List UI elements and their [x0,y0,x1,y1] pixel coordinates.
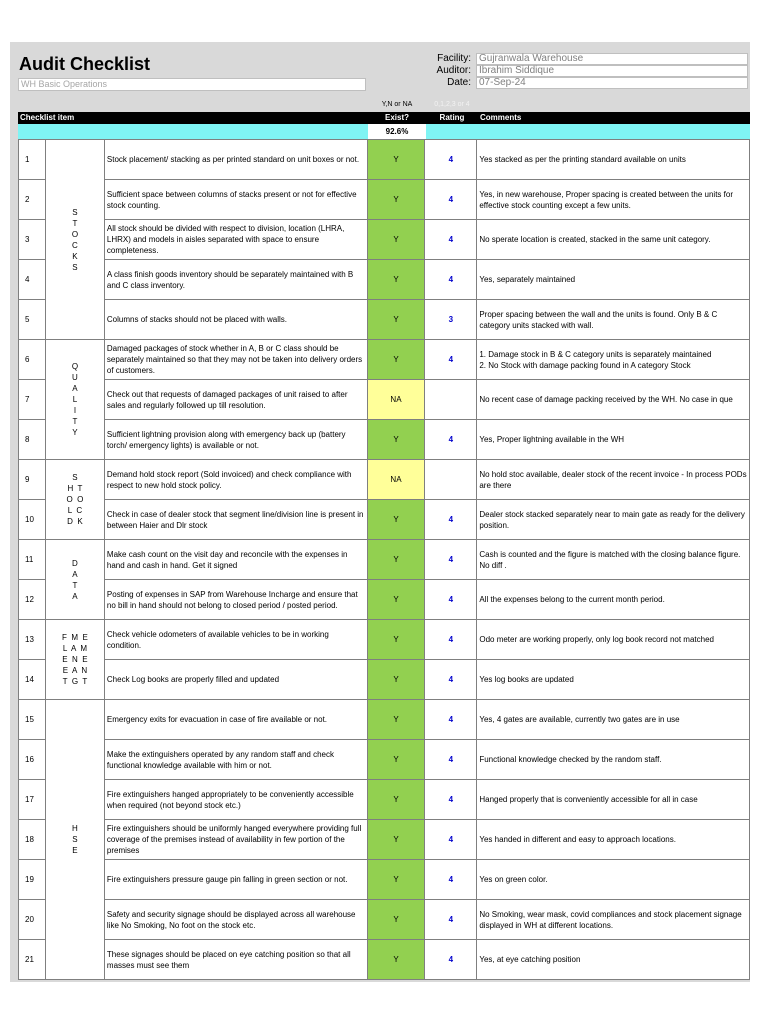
row-number: 16 [19,740,46,780]
category-label: S H T O O L C D K [66,473,84,526]
row-number: 11 [19,540,46,580]
date-field[interactable]: 07-Sep-24 [476,77,748,89]
comment-cell[interactable]: Functional knowledge checked by the random staff. [477,740,750,780]
table-row [19,380,750,420]
table-row [19,260,750,300]
comment-cell[interactable]: No Smoking, wear mask, covid compliances and stock placement signage displayed in WH at different locations. [477,900,750,940]
comment-cell[interactable]: Yes log books are updated [477,660,750,700]
comment-cell[interactable]: Proper spacing between the wall and the units is found. Only B & C category units stacked with wall. [477,300,750,340]
table-row [19,420,750,460]
table-row [19,460,750,500]
row-number: 7 [19,380,46,420]
column-header-rating: Rating [439,113,465,122]
rating-cell[interactable] [425,460,477,500]
checklist-table [18,139,750,980]
table-row [19,780,750,820]
score-row [18,124,750,139]
row-number: 19 [19,860,46,900]
comment-cell[interactable]: No recent case of damage packing received by the WH. No case in que [477,380,750,420]
table-row [19,300,750,340]
table-row [19,580,750,620]
row-number: 17 [19,780,46,820]
exist-cell[interactable]: NA [367,460,425,500]
table-row [19,140,750,180]
checklist-item: Sufficient lightning provision along with emergency back up (battery torch/ emergency lights) is available or not. [104,420,367,460]
comment-cell[interactable]: All the expenses belong to the current month period. [477,580,750,620]
checklist-item: Safety and security signage should be displayed across all warehouse like No Smoking, No foot on the stock etc. [104,900,367,940]
exist-cell[interactable]: Y [367,940,425,980]
rating-cell[interactable]: 4 [425,220,477,260]
exist-cell[interactable]: Y [367,900,425,940]
checklist-item: Emergency exits for evacuation in case of fire available or not. [104,700,367,740]
checklist-item: Fire extinguishers pressure gauge pin falling in green section or not. [104,860,367,900]
checklist-item: Damaged packages of stock whether in A, B or C class should be separately maintained so that they may not be taken into delivery orders of customers. [104,340,367,380]
table-row [19,660,750,700]
rating-cell[interactable]: 4 [425,620,477,660]
checklist-item: Columns of stacks should not be placed with walls. [104,300,367,340]
category-quality [45,340,104,460]
checklist-item: Fire extinguishers hanged appropriately to be conveniently accessible when required (not beyond stock etc.) [104,780,367,820]
checklist-item: Check in case of dealer stock that segment line/division line is present in between Haier and Dlr stock [104,500,367,540]
category-label: D A T A [72,558,78,601]
rating-cell[interactable]: 4 [425,660,477,700]
exist-cell[interactable]: Y [367,620,425,660]
exist-cell[interactable]: Y [367,140,425,180]
row-number: 5 [19,300,46,340]
row-number: 13 [19,620,46,660]
row-number: 3 [19,220,46,260]
audit-sheet [10,42,750,982]
exist-hint: Y,N or NA [381,101,413,108]
exist-cell[interactable]: Y [367,580,425,620]
table-row [19,700,750,740]
row-number: 8 [19,420,46,460]
exist-cell[interactable]: Y [367,300,425,340]
row-number: 18 [19,820,46,860]
category-stocks [45,140,104,340]
comment-cell[interactable]: No hold stoc available, dealer stock of the recent invoice - In process PODs are there [477,460,750,500]
column-header-row [18,112,750,124]
comment-cell[interactable]: Yes, separately maintained [477,260,750,300]
rating-cell[interactable]: 4 [425,940,477,980]
table-row [19,940,750,980]
checklist-item: Fire extinguishers should be uniformly hanged everywhere providing full coverage of the premises instead of availability in few portion of the premises [104,820,367,860]
row-number: 12 [19,580,46,620]
subtitle-field[interactable]: WH Basic Operations [18,78,366,91]
table-row [19,220,750,260]
exist-cell[interactable]: Y [367,820,425,860]
auditor-field[interactable]: Ibrahim Siddique [476,65,748,77]
rating-cell[interactable]: 4 [425,860,477,900]
table-row [19,540,750,580]
category-hse [45,700,104,980]
checklist-item: All stock should be divided with respect to division, location (LHRA, LHRX) and models in aisles separated with space to ensure completeness. [104,220,367,260]
comment-cell[interactable]: Yes, 4 gates are available, currently two gates are in use [477,700,750,740]
rating-cell[interactable]: 4 [425,340,477,380]
rating-cell[interactable]: 4 [425,700,477,740]
rating-cell[interactable]: 3 [425,300,477,340]
category-data [45,540,104,620]
category-label: Q U A L I T Y [71,362,79,437]
rating-cell[interactable]: 4 [425,820,477,860]
comment-cell[interactable]: Yes stacked as per the printing standard available on units [477,140,750,180]
checklist-item: A class finish goods inventory should be separately maintained with B and C class inventory. [104,260,367,300]
rating-cell[interactable]: 4 [425,740,477,780]
table-row [19,740,750,780]
category-fleet-management [45,620,104,700]
rating-cell[interactable]: 4 [425,780,477,820]
table-row [19,820,750,860]
comment-cell[interactable]: Yes, Proper lightning available in the WH [477,420,750,460]
exist-cell[interactable]: Y [367,740,425,780]
row-number: 21 [19,940,46,980]
exist-cell[interactable]: Y [367,660,425,700]
auditor-label: Auditor: [436,65,471,76]
exist-cell[interactable]: Y [367,860,425,900]
row-number: 2 [19,180,46,220]
checklist-item: Posting of expenses in SAP from Warehouse Incharge and ensure that no bill in hand should not belong to closed period / posted period. [104,580,367,620]
column-header-item: Checklist item [20,113,75,122]
category-label: S T O C K S [71,207,79,272]
table-row [19,500,750,540]
comment-cell[interactable]: No sperate location is created, stacked in the same unit category. [477,220,750,260]
rating-cell[interactable]: 4 [425,900,477,940]
category-label: F M E L A M E N E E A N T G T [62,633,88,686]
comment-cell[interactable]: Cash is counted and the figure is matched with the closing balance figure. No diff . [477,540,750,580]
column-header-comments: Comments [480,113,522,122]
exist-cell[interactable]: Y [367,260,425,300]
rating-cell[interactable]: 4 [425,180,477,220]
row-number: 10 [19,500,46,540]
checklist-item: Check Log books are properly filled and updated [104,660,367,700]
facility-field[interactable]: Gujranwala Warehouse [476,53,748,65]
exist-cell[interactable]: Y [367,180,425,220]
comment-cell[interactable]: Hanged properly that is conveniently accessible for all in case [477,780,750,820]
rating-cell[interactable]: 4 [425,580,477,620]
rating-cell[interactable]: 4 [425,500,477,540]
row-number: 14 [19,660,46,700]
checklist-item: Check out that requests of damaged packages of unit raised to after sales and regularly followed up till resolution. [104,380,367,420]
exist-cell[interactable]: Y [367,700,425,740]
table-row [19,900,750,940]
rating-cell[interactable] [425,380,477,420]
table-row [19,620,750,660]
rating-cell[interactable]: 4 [425,420,477,460]
exist-cell[interactable]: Y [367,340,425,380]
row-number: 6 [19,340,46,380]
category-label: H S E [72,824,78,855]
exist-cell[interactable]: Y [367,780,425,820]
category-hold-stock [45,460,104,540]
comment-cell[interactable]: Yes on green color. [477,860,750,900]
table-row [19,860,750,900]
row-number: 9 [19,460,46,500]
checklist-item: Make cash count on the visit day and reconcile with the expenses in hand and cash in hand. Get it signed [104,540,367,580]
exist-cell[interactable]: Y [367,540,425,580]
checklist-item: These signages should be placed on eye catching position so that all masses must see them [104,940,367,980]
comment-cell[interactable]: 1. Damage stock in B & C category units is separately maintained 2. No Stock with damage packing found in A category Stock [477,340,750,380]
comment-cell[interactable]: Dealer stock stacked separately near to main gate as ready for the delivery position. [477,500,750,540]
facility-label: Facility: [437,53,471,64]
row-number: 4 [19,260,46,300]
table-row [19,340,750,380]
comment-cell[interactable]: Odo meter are working properly, only log book record not matched [477,620,750,660]
rating-cell[interactable]: 4 [425,260,477,300]
checklist-item: Stock placement/ stacking as per printed standard on unit boxes or not. [104,140,367,180]
checklist-item: Make the extinguishers operated by any random staff and check functional knowledge available with him or not. [104,740,367,780]
exist-cell[interactable]: Y [367,500,425,540]
checklist-item: Demand hold stock report (Sold invoiced) and check compliance with respect to new hold stock policy. [104,460,367,500]
column-header-exist: Exist? [384,113,409,122]
table-row [19,180,750,220]
row-number: 15 [19,700,46,740]
total-score: 92.6% [368,124,426,139]
exist-cell[interactable]: Y [367,420,425,460]
exist-cell[interactable]: Y [367,220,425,260]
rating-cell[interactable]: 4 [425,540,477,580]
rating-hint: 0,1,2,3 or 4 [434,101,470,108]
comment-cell[interactable]: Yes, at eye catching position [477,940,750,980]
checklist-item: Check vehicle odometers of available vehicles to be in working condition. [104,620,367,660]
rating-cell[interactable]: 4 [425,140,477,180]
row-number: 1 [19,140,46,180]
checklist-item: Sufficient space between columns of stacks present or not for effective stock counting. [104,180,367,220]
date-label: Date: [447,77,471,88]
comment-cell[interactable]: Yes, in new warehouse, Proper spacing is created between the units for effective stock counting except a few units. [477,180,750,220]
page-title: Audit Checklist [19,54,151,74]
row-number: 20 [19,900,46,940]
comment-cell[interactable]: Yes handed in different and easy to approach locations. [477,820,750,860]
exist-cell[interactable]: NA [367,380,425,420]
